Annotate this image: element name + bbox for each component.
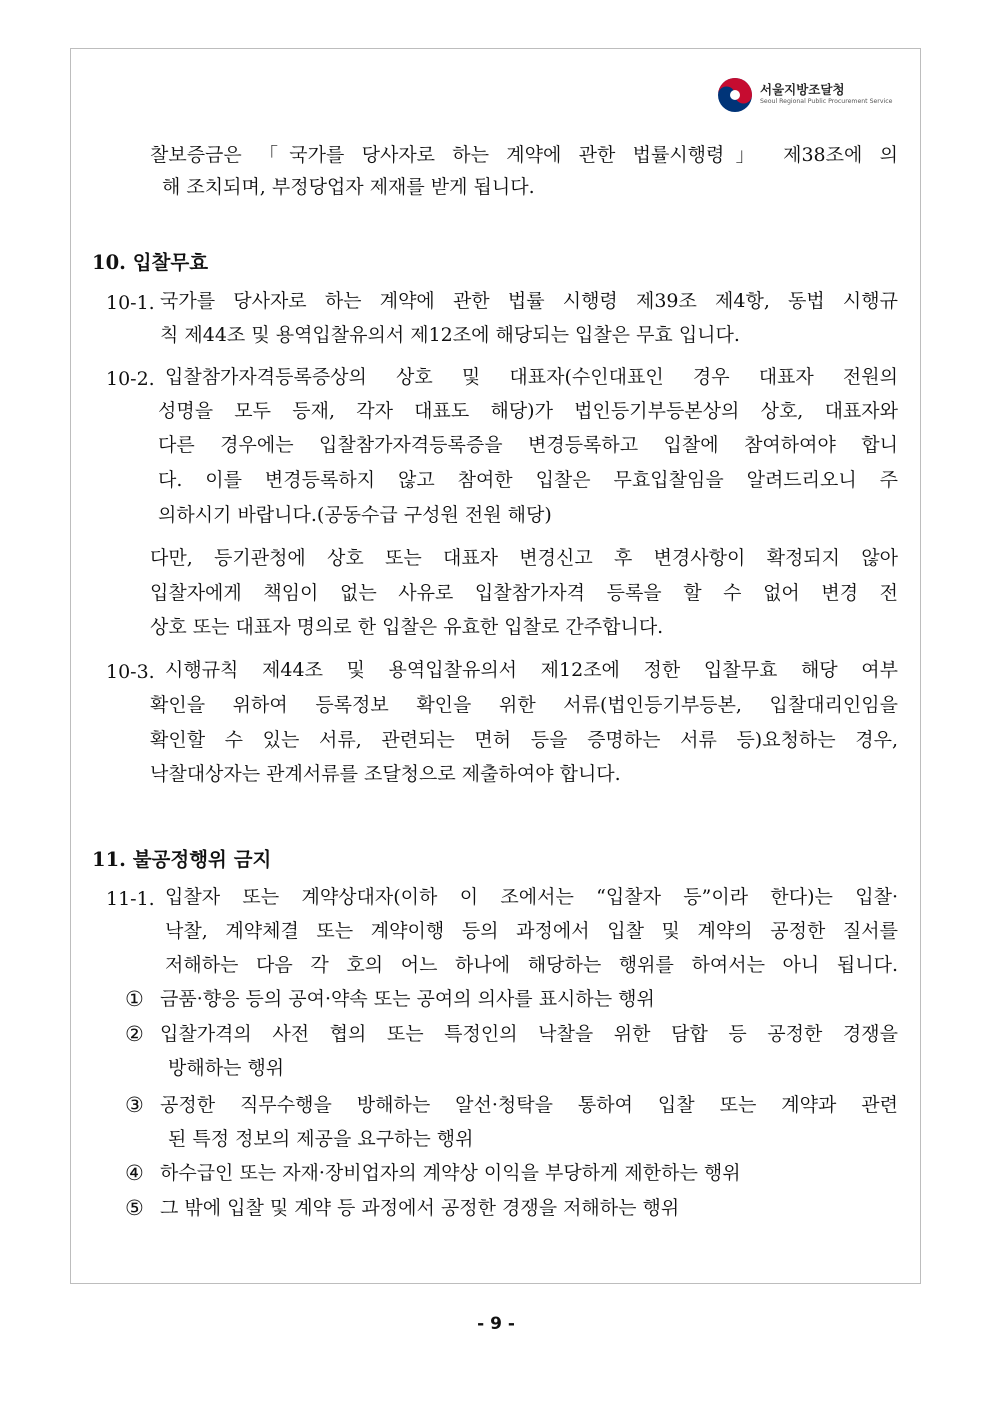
item-number: 10-1. xyxy=(106,292,155,314)
item-10-3-line: 확인할 수 있는 서류, 관련되는 면허 등을 증명하는 서류 등)요청하는 경우, xyxy=(150,729,898,751)
item-10-2-note-line: 입찰자에게 책임이 없는 사유로 입찰참가자격 등록을 할 수 없어 변경 전 xyxy=(150,582,898,604)
intro-line: 해 조치되며, 부정당업자 제재를 받게 됩니다. xyxy=(162,176,535,198)
item-10-2-line: 다른 경우에는 입찰참가자격등록증을 변경등록하고 입찰에 참여하여야 합니 xyxy=(158,434,898,456)
item-10-2-line: 성명을 모두 등재, 각자 대표도 해당)가 법인등기부등본상의 상호, 대표자와 xyxy=(158,400,898,422)
subitem-line: 된 특정 정보의 제공을 요구하는 행위 xyxy=(168,1128,474,1150)
item-10-2-note-line: 다만, 등기관청에 상호 또는 대표자 변경신고 후 변경사항이 확정되지 않아 xyxy=(150,547,898,569)
item-11-1-line: 입찰자 또는 계약상대자(이하 이 조에서는 “입찰자 등”이라 한다)는 입찰· xyxy=(165,886,898,908)
subitem-line: 하수급인 또는 자재·장비업자의 계약상 이익을 부당하게 제한하는 행위 xyxy=(160,1162,741,1184)
page-number: - 9 - xyxy=(477,1314,515,1334)
org-name-ko: 서울지방조달청 xyxy=(760,82,845,97)
subitem-line: 입찰가격의 사전 협의 또는 특정인의 낙찰을 위한 담합 등 공정한 경쟁을 xyxy=(160,1023,898,1045)
item-number: 10-2. xyxy=(106,368,155,390)
item-10-2-note-line: 상호 또는 대표자 명의로 한 입찰은 유효한 입찰로 간주합니다. xyxy=(150,616,664,638)
subitem-marker: ④ xyxy=(125,1161,144,1185)
org-name-en: Seoul Regional Public Procurement Service xyxy=(760,98,893,105)
subitem-line: 금품·향응 등의 공여·약속 또는 공여의 의사를 표시하는 행위 xyxy=(160,988,655,1010)
org-logo xyxy=(716,76,906,116)
subitem-marker: ① xyxy=(125,987,144,1011)
item-10-3-line: 시행규칙 제44조 및 용역입찰유의서 제12조에 정한 입찰무효 해당 여부 xyxy=(165,659,898,681)
item-10-3-line: 확인을 위하여 등록정보 확인을 위한 서류(법인등기부등본, 입찰대리인임을 xyxy=(150,694,898,716)
item-11-1-line: 저해하는 다음 각 호의 어느 하나에 해당하는 행위를 하여서는 아니 됩니다. xyxy=(165,954,898,976)
subitem-line: 그 밖에 입찰 및 계약 등 과정에서 공정한 경쟁을 저해하는 행위 xyxy=(160,1197,680,1219)
section-11-title: 11. 불공정행위 금지 xyxy=(92,848,272,871)
subitem-marker: ⑤ xyxy=(125,1196,144,1220)
item-11-1-line: 낙찰, 계약체결 또는 계약이행 등의 과정에서 입찰 및 계약의 공정한 질서를 xyxy=(165,920,898,942)
item-10-1-line: 국가를 당사자로 하는 계약에 관한 법률 시행령 제39조 제4항, 동법 시행규 xyxy=(160,290,898,312)
subitem-marker: ② xyxy=(125,1022,144,1046)
item-10-3-line: 낙찰대상자는 관계서류를 조달청으로 제출하여야 합니다. xyxy=(150,763,621,785)
item-number: 10-3. xyxy=(106,661,155,683)
subitem-line: 공정한 직무수행을 방해하는 알선·청탁을 통하여 입찰 또는 계약과 관련 xyxy=(160,1094,898,1116)
item-10-1-line: 칙 제44조 및 용역입찰유의서 제12조에 해당되는 입찰은 무효 입니다. xyxy=(160,324,740,346)
item-10-2-line: 입찰참가자격등록증상의 상호 및 대표자(수인대표인 경우 대표자 전원의 xyxy=(165,366,898,388)
item-10-2-line: 의하시기 바랍니다.(공동수급 구성원 전원 해당) xyxy=(158,504,552,526)
section-10-title: 10. 입찰무효 xyxy=(92,251,209,274)
subitem-marker: ③ xyxy=(125,1093,144,1117)
item-10-2-line: 다. 이를 변경등록하지 않고 참여한 입찰은 무효입찰임을 알려드리오니 주 xyxy=(158,469,898,491)
intro-line: 찰보증금은 「국가를 당사자로 하는 계약에 관한 법률시행령」 제38조에 의 xyxy=(150,144,898,166)
taegeuk-logo-icon xyxy=(716,76,754,114)
item-number: 11-1. xyxy=(106,888,155,910)
subitem-line: 방해하는 행위 xyxy=(168,1057,285,1079)
